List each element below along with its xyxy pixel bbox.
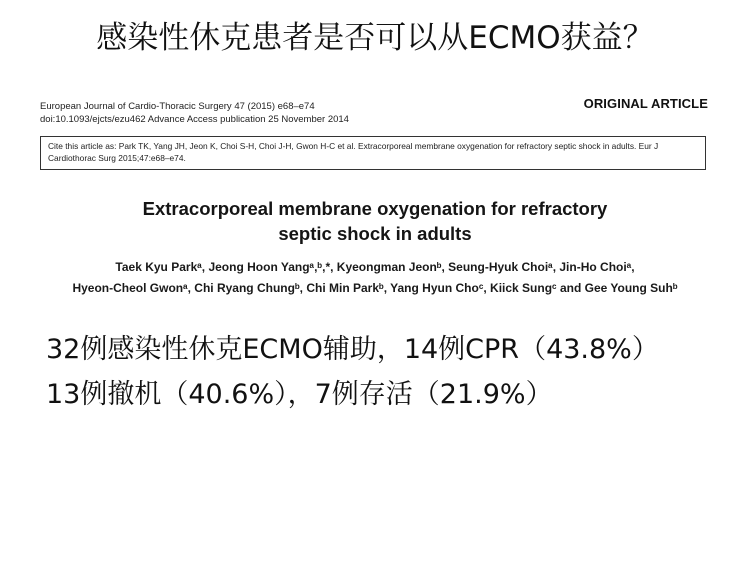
slide-title: 感染性休克患者是否可以从ECMO获益？ xyxy=(96,20,654,56)
citation-box xyxy=(40,136,706,170)
journal-citation: European Journal of Cardio-Thoracic Surgery 47 (2015) e68–e74 xyxy=(40,101,315,112)
summary-line: 13例撤机（40.6%），7例存活（21.9%） xyxy=(46,379,553,410)
summary-line: 32例感染性休克ECMO辅助，14例CPR（43.8%） xyxy=(46,334,659,365)
paper-title-line: septic shock in adults xyxy=(278,223,472,244)
citation-line: Cardiothorac Surg 2015;47:e68–e74. xyxy=(48,153,186,163)
citation-line: Cite this article as: Park TK, Yang JH, Jeon K, Choi S-H, Choi J-H, Gwon H-C et al. Extracorporeal membrane oxygenation for refractory septic shock in adults. Eur J xyxy=(48,141,659,151)
author-list: Hyeon-Cheol Gwonᵃ, Chi Ryang Chungᵇ, Chi Min Parkᵇ, Yang Hyun Choᶜ, Kiick Sungᶜ and Gee Young Suhᵇ xyxy=(72,281,678,295)
doi-line: doi:10.1093/ejcts/ezu462 Advance Access publication 25 November 2014 xyxy=(40,114,349,125)
article-type-label: ORIGINAL ARTICLE xyxy=(583,96,708,111)
author-list: Taek Kyu Parkᵃ, Jeong Hoon Yangᵃ,ᵇ,*, Kyeongman Jeonᵇ, Seung-Hyuk Choiᵃ, Jin-Ho Choiᵃ, xyxy=(115,260,635,274)
paper-title xyxy=(0,196,750,246)
paper-title-line: Extracorporeal membrane oxygenation for refractory xyxy=(142,198,608,219)
